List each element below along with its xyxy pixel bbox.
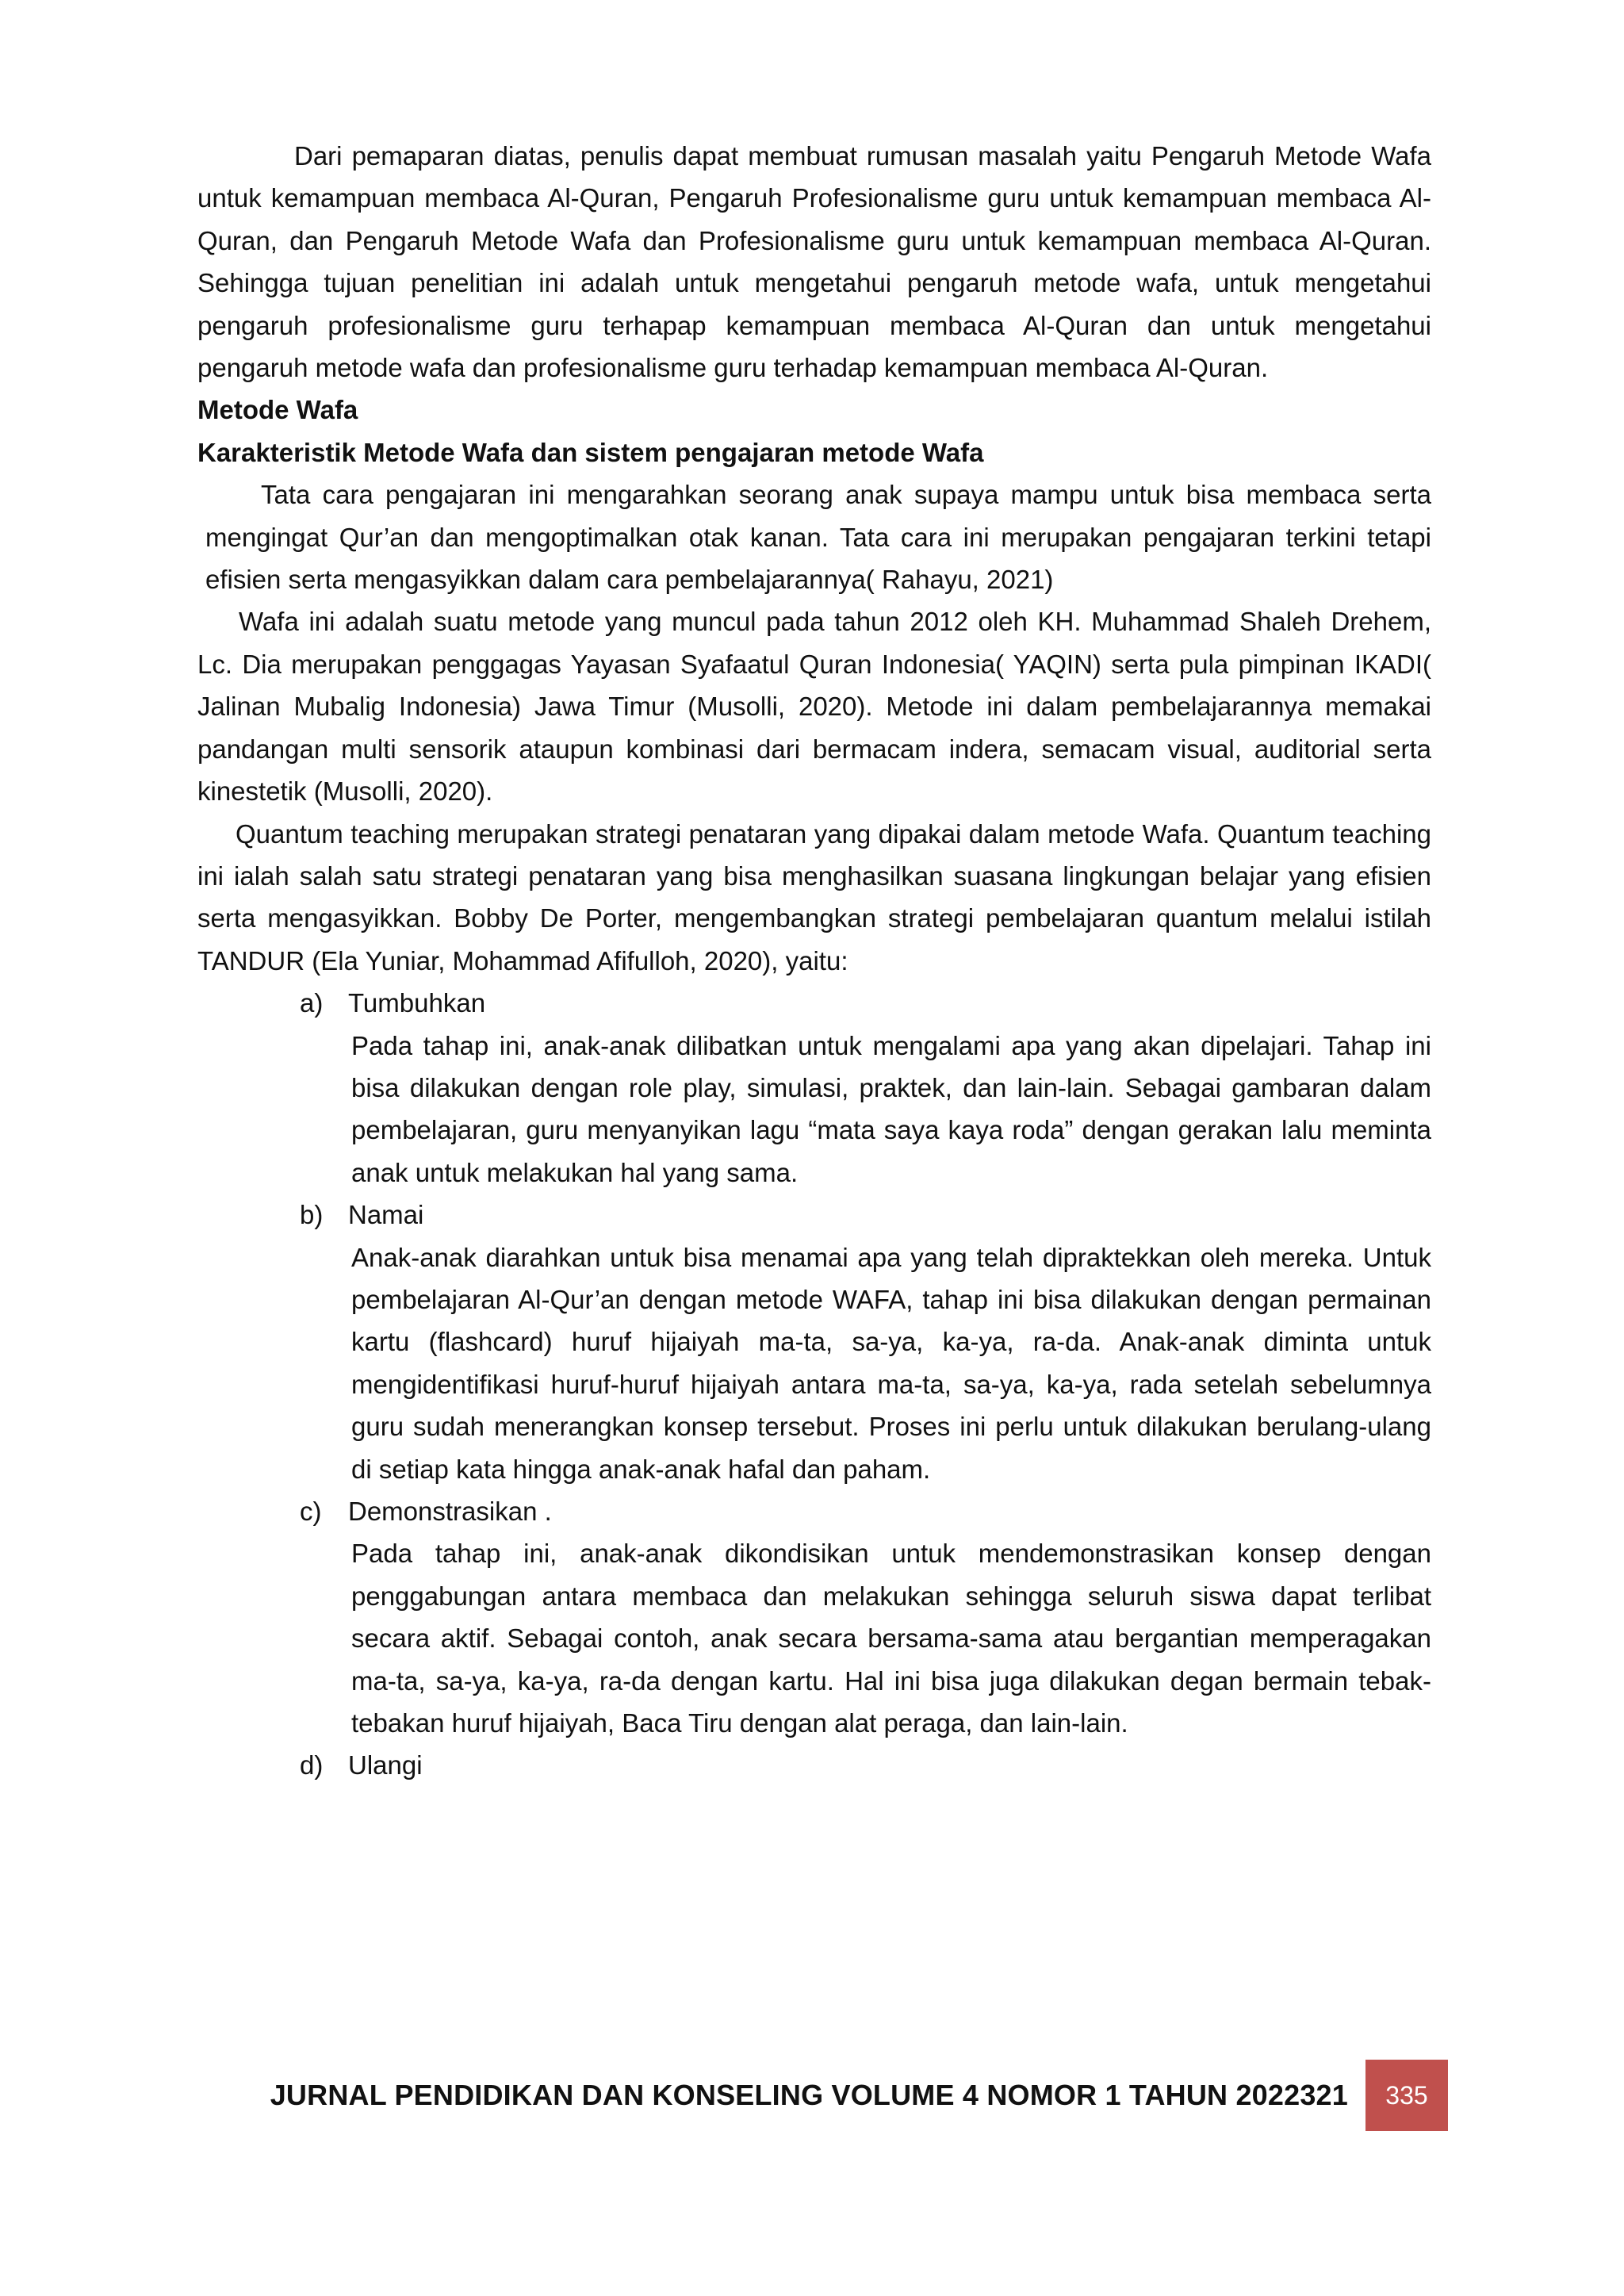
list-item-title: Ulangi [348, 1750, 423, 1780]
list-marker: d) [300, 1750, 324, 1780]
page-content [197, 135, 1431, 1787]
page-footer [0, 2060, 1448, 2131]
list-item-title: Tumbuhkan [348, 988, 486, 1018]
list-marker: b) [300, 1200, 324, 1230]
list-item [197, 1490, 1431, 1744]
paragraph-problem-formulation: Dari pemaparan diatas, penulis dapat membuat rumusan masalah yaitu Pengaruh Metode Wafa untuk kemampuan membaca Al-Quran, Pengaruh Profesionalisme guru untuk kemampuan membaca Al-Quran, dan Pengaruh Metode Wafa dan Profesionalisme guru untuk kemampuan membaca Al-Quran. Sehingga tujuan penelitian ini adalah untuk mengetahui pengaruh metode wafa, untuk mengetahui pengaruh profesionalisme guru terhapap kemampuan membaca Al-Quran dan untuk mengetahui pengaruh metode wafa dan profesionalisme guru terhadap kemampuan membaca Al-Quran. [197, 141, 1431, 383]
list-item [197, 1194, 1431, 1490]
list-marker: a) [300, 988, 324, 1018]
list-item-body: Pada tahap ini, anak-anak dikondisikan untuk mendemonstrasikan konsep dengan penggabungan antara membaca dan melakukan sehingga seluruh siswa dapat terlibat secara aktif. Sebagai contoh, anak secara bersama-sama atau bergantian memperagakan ma-ta, sa-ya, ka-ya, ra-da dengan kartu. Hal ini bisa juga dilakukan degan bermain tebak-tebakan huruf hijaiyah, Baca Tiru dengan alat peraga, dan lain-lain. [351, 1539, 1431, 1738]
paragraph-tata-cara: Tata cara pengajaran ini mengarahkan seorang anak supaya mampu untuk bisa membaca serta mengingat Qur’an dan mengoptimalkan otak kanan. Tata cara ini merupakan pengajaran terkini tetapi efisien serta mengasyikkan dalam cara pembelajarannya( Rahayu, 2021) [205, 480, 1431, 595]
list-item-heading [300, 1490, 1431, 1532]
list-item [197, 982, 1431, 1194]
paragraph-quantum-teaching: Quantum teaching merupakan strategi penataran yang dipakai dalam metode Wafa. Quantum teaching ini ialah salah satu strategi penataran yang bisa menghasilkan suasana lingkungan belajar yang efisien serta mengasyikkan. Bobby De Porter, mengembangkan strategi pembelajaran quantum melalui istilah TANDUR (Ela Yuniar, Mohammad Afifulloh, 2020), yaitu: [197, 818, 1431, 976]
list-item-title: Demonstrasikan . [348, 1497, 552, 1526]
page-number-badge: 335 [1365, 2060, 1448, 2131]
list-item-heading [300, 1744, 1431, 1786]
paragraph-wafa-origin: Wafa ini adalah suatu metode yang muncul pada tahun 2012 oleh KH. Muhammad Shaleh Drehem, Lc. Dia merupakan penggagas Yayasan Syafaatul Quran Indonesia( YAQIN) serta pula pimpinan IKADI( Jalinan Mubalig Indonesia) Jawa Timur (Musolli, 2020). Metode ini dalam pembelajarannya memakai pandangan multi sensorik ataupun kombinasi dari bermacam indera, semacam visual, auditorial serta kinestetik (Musolli, 2020). [197, 607, 1431, 807]
list-item [197, 1744, 1431, 1786]
list-item-heading [300, 1194, 1431, 1236]
subsection-heading-karakteristik: Karakteristik Metode Wafa dan sistem pengajaran metode Wafa [197, 437, 984, 467]
list-item-body: Pada tahap ini, anak-anak dilibatkan untuk mengalami apa yang akan dipelajari. Tahap ini bisa dilakukan dengan role play, simulasi, praktek, dan lain-lain. Sebagai gambaran dalam pembelajaran, guru menyanyikan lagu “mata saya kaya roda” dengan gerakan lalu meminta anak untuk melakukan hal yang sama. [351, 1030, 1431, 1187]
list-marker: c) [300, 1497, 322, 1526]
section-heading-metode-wafa: Metode Wafa [197, 395, 358, 425]
list-item-body: Anak-anak diarahkan untuk bisa menamai apa yang telah dipraktekkan oleh mereka. Untuk pembelajaran Al-Qur’an dengan metode WAFA, tahap ini bisa dilakukan dengan permainan kartu (flashcard) huruf hijaiyah ma-ta, sa-ya, ka-ya, ra-da. Anak-anak diminta untuk mengidentifikasi huruf-huruf hijaiyah antara ma-ta, sa-ya, ka-ya, rada setelah sebelumnya guru sudah menerangkan konsep tersebut. Proses ini perlu untuk dilakukan berulang-ulang di setiap kata hingga anak-anak hafal dan paham. [351, 1242, 1431, 1484]
list-item-title: Namai [348, 1200, 424, 1230]
journal-title: JURNAL PENDIDIKAN DAN KONSELING VOLUME 4 NOMOR 1 TAHUN 2022321 [270, 2079, 1348, 2111]
list-item-heading [300, 982, 1431, 1024]
